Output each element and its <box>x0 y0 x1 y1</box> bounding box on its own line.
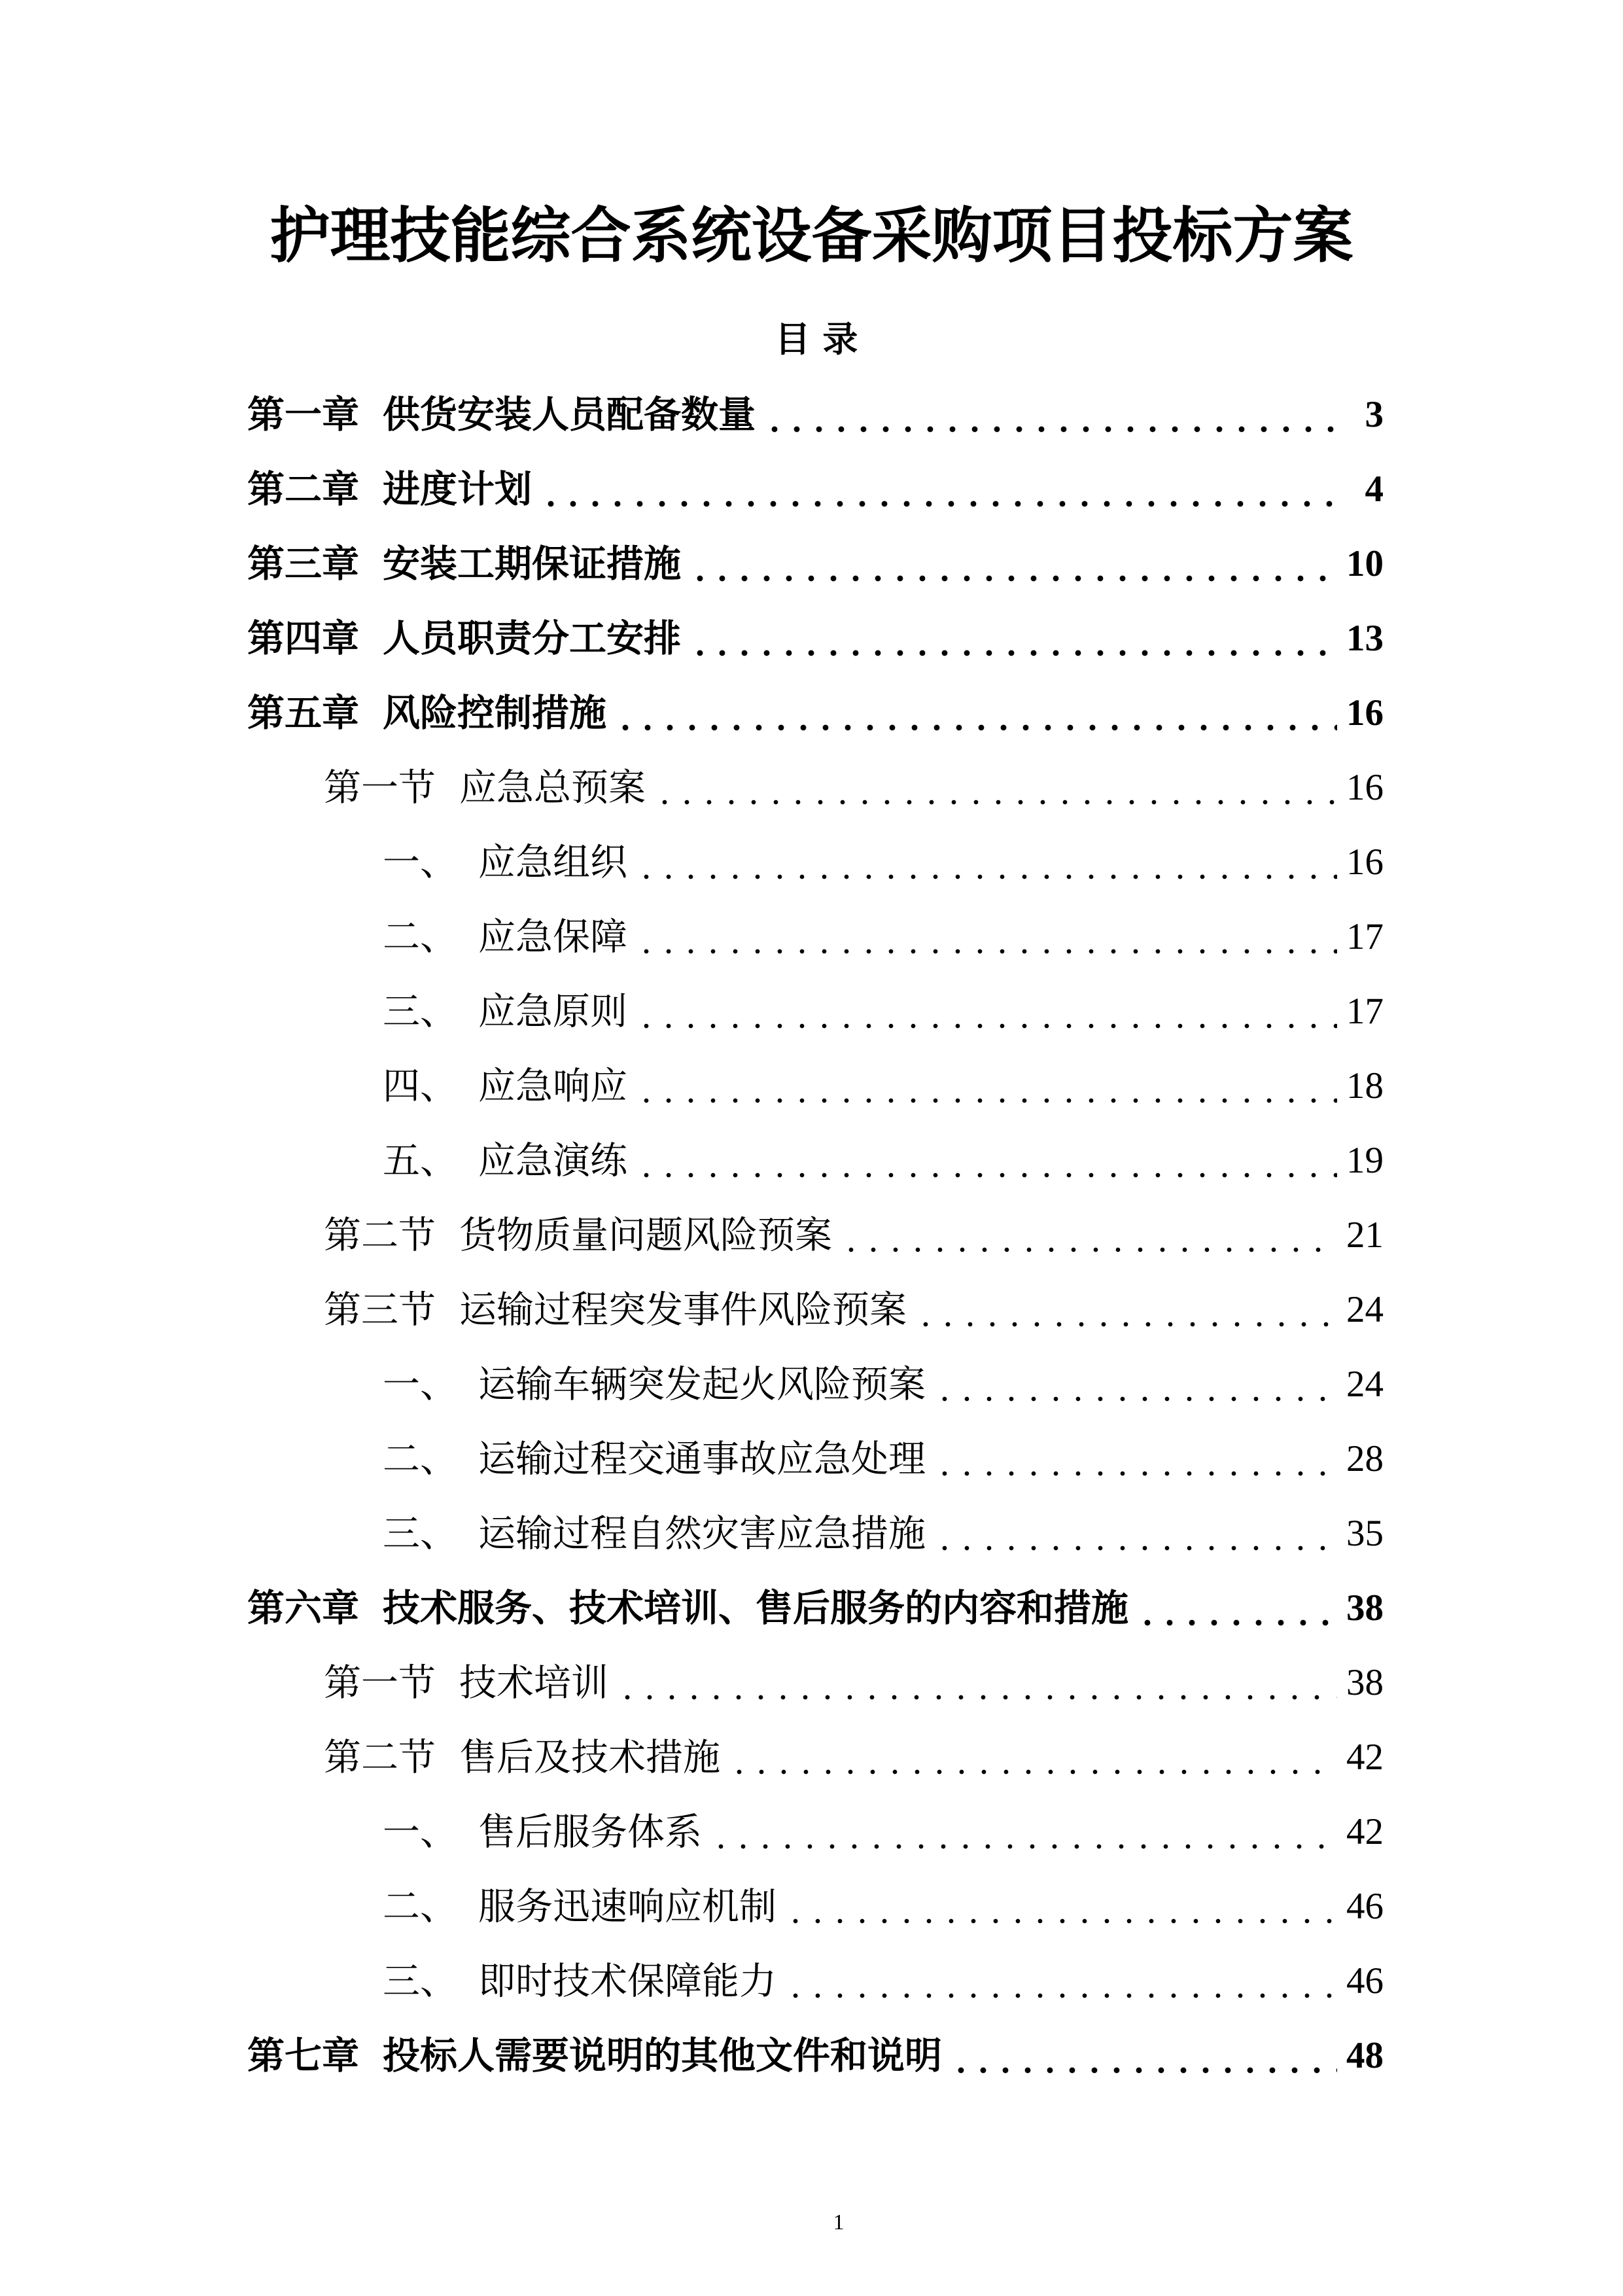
toc-entry-label: 第二章 <box>247 467 359 511</box>
toc-entry-label: 三、 <box>383 1512 457 1555</box>
toc-entry-page: 24 <box>1346 1289 1384 1330</box>
toc-entry-title: 货物质量问题风险预案 <box>459 1214 832 1257</box>
toc-entry-label: 第五章 <box>247 691 359 735</box>
toc-entry-page: 10 <box>1346 543 1384 584</box>
toc-entry-title: 运输过程交通事故应急处理 <box>478 1438 926 1481</box>
toc-entry-item <box>247 1496 1384 1571</box>
dot-leader <box>635 947 1337 956</box>
toc-entry-chapter <box>247 601 1384 676</box>
dot-leader <box>689 648 1337 658</box>
toc-entry-page: 4 <box>1365 468 1384 510</box>
toc-entry-chapter <box>247 2019 1384 2093</box>
toc-entry-page: 46 <box>1346 1886 1384 1927</box>
toc-entry-page: 13 <box>1346 618 1384 659</box>
toc-entry-title: 售后服务体系 <box>478 1810 702 1854</box>
toc-entry-label: 第二节 <box>324 1736 436 1779</box>
dot-leader <box>934 1469 1337 1478</box>
dot-leader <box>763 425 1348 434</box>
toc-entry-title: 应急原则 <box>478 990 627 1033</box>
toc-entry-title: 应急组织 <box>478 841 627 884</box>
toc-entry-section <box>247 1646 1384 1720</box>
page-number: 1 <box>833 2210 845 2234</box>
toc-entry-page: 42 <box>1346 1737 1384 1778</box>
toc-entry-label: 第一节 <box>324 766 436 809</box>
toc-entry-label: 一、 <box>383 841 457 884</box>
toc-entry-label: 二、 <box>383 915 457 959</box>
toc-entry-section <box>247 751 1384 825</box>
toc-entry-page: 19 <box>1346 1140 1384 1181</box>
dot-leader <box>635 872 1337 881</box>
toc-entry-title: 人员职责分工安排 <box>383 616 681 660</box>
toc-entry-page: 21 <box>1346 1214 1384 1256</box>
toc-entry-label: 三、 <box>383 1960 457 2003</box>
toc-entry-page: 17 <box>1346 916 1384 957</box>
toc-entry-item <box>247 900 1384 974</box>
dot-leader <box>915 1320 1337 1329</box>
toc-entry-title: 应急总预案 <box>459 766 646 809</box>
toc-entry-chapter <box>247 527 1384 601</box>
toc-entry-item <box>247 1795 1384 1869</box>
toc-entry-title: 供货安装人员配备数量 <box>383 393 756 436</box>
toc-entry-page: 3 <box>1365 394 1384 435</box>
toc-entry-chapter <box>247 452 1384 527</box>
toc-entry-title: 进度计划 <box>383 467 532 511</box>
toc-entry-title: 风险控制措施 <box>383 691 606 735</box>
toc-entry-title: 技术服务、技术培训、售后服务的内容和措施 <box>383 1586 1128 1630</box>
toc-entry-title: 运输车辆突发起火风险预案 <box>478 1363 926 1406</box>
dot-leader <box>728 1767 1337 1776</box>
toc-entry-section <box>247 1720 1384 1795</box>
toc-entry-label: 二、 <box>383 1438 457 1481</box>
toc-entry-label: 第二节 <box>324 1214 436 1257</box>
table-of-contents <box>247 378 1384 2093</box>
toc-entry-item <box>247 825 1384 900</box>
toc-entry-page: 46 <box>1346 1960 1384 2002</box>
dot-leader <box>840 1245 1337 1254</box>
dot-leader <box>934 1544 1337 1553</box>
toc-entry-page: 38 <box>1346 1662 1384 1703</box>
toc-entry-label: 三、 <box>383 990 457 1033</box>
dot-leader <box>635 1096 1337 1105</box>
dot-leader <box>540 499 1348 508</box>
toc-entry-label: 第七章 <box>247 2034 359 2077</box>
toc-entry-chapter <box>247 676 1384 751</box>
toc-entry-item <box>247 1123 1384 1198</box>
toc-entry-label: 第三节 <box>324 1288 436 1332</box>
toc-entry-title: 应急响应 <box>478 1065 627 1108</box>
document-title: 护理技能综合系统设备采购项目投标方案 <box>270 200 1353 271</box>
toc-entry-page: 38 <box>1346 1587 1384 1629</box>
toc-entry-page: 48 <box>1346 2035 1384 2076</box>
toc-entry-page: 16 <box>1346 841 1384 883</box>
toc-entry-page: 42 <box>1346 1811 1384 1852</box>
dot-leader <box>1136 1618 1337 1627</box>
toc-entry-item <box>247 1347 1384 1422</box>
toc-entry-chapter <box>247 1571 1384 1646</box>
dot-leader <box>950 2066 1337 2075</box>
dot-leader <box>689 574 1337 583</box>
toc-entry-item <box>247 1422 1384 1496</box>
toc-entry-title: 运输过程自然灾害应急措施 <box>478 1512 926 1555</box>
toc-entry-title: 应急保障 <box>478 915 627 959</box>
dot-leader <box>635 1021 1337 1031</box>
dot-leader <box>784 1991 1337 2000</box>
dot-leader <box>616 1693 1337 1702</box>
dot-leader <box>710 1842 1337 1851</box>
toc-entry-section <box>247 1273 1384 1347</box>
toc-entry-title: 服务迅速响应机制 <box>478 1885 777 1928</box>
toc-entry-page: 28 <box>1346 1438 1384 1479</box>
dot-leader <box>934 1394 1337 1404</box>
toc-heading: 目 录 <box>775 318 858 360</box>
toc-entry-title: 售后及技术措施 <box>459 1736 720 1779</box>
toc-entry-item <box>247 1944 1384 2019</box>
toc-entry-label: 第一章 <box>247 393 359 436</box>
toc-entry-label: 第四章 <box>247 616 359 660</box>
toc-entry-title: 投标人需要说明的其他文件和说明 <box>383 2034 942 2077</box>
dot-leader <box>784 1916 1337 1926</box>
toc-entry-item <box>247 974 1384 1049</box>
toc-entry-page: 16 <box>1346 767 1384 808</box>
toc-entry-label: 第一节 <box>324 1661 436 1704</box>
toc-entry-label: 第六章 <box>247 1586 359 1630</box>
dot-leader <box>635 1171 1337 1180</box>
toc-entry-item <box>247 1049 1384 1123</box>
dot-leader <box>614 723 1337 732</box>
toc-entry-page: 35 <box>1346 1513 1384 1554</box>
toc-entry-label: 四、 <box>383 1065 457 1108</box>
toc-entry-chapter <box>247 378 1384 452</box>
dot-leader <box>654 798 1337 807</box>
toc-entry-label: 二、 <box>383 1885 457 1928</box>
toc-entry-label: 五、 <box>383 1139 457 1182</box>
toc-entry-page: 24 <box>1346 1364 1384 1405</box>
toc-entry-title: 应急演练 <box>478 1139 627 1182</box>
toc-entry-title: 运输过程突发事件风险预案 <box>459 1288 907 1332</box>
toc-entry-item <box>247 1869 1384 1944</box>
toc-entry-page: 18 <box>1346 1065 1384 1106</box>
toc-entry-title: 安装工期保证措施 <box>383 542 681 586</box>
toc-entry-page: 17 <box>1346 991 1384 1032</box>
toc-entry-title: 即时技术保障能力 <box>478 1960 777 2003</box>
toc-entry-label: 一、 <box>383 1810 457 1854</box>
toc-entry-page: 16 <box>1346 692 1384 733</box>
toc-entry-title: 技术培训 <box>459 1661 608 1704</box>
toc-entry-label: 第三章 <box>247 542 359 586</box>
toc-entry-section <box>247 1198 1384 1273</box>
toc-entry-label: 一、 <box>383 1363 457 1406</box>
